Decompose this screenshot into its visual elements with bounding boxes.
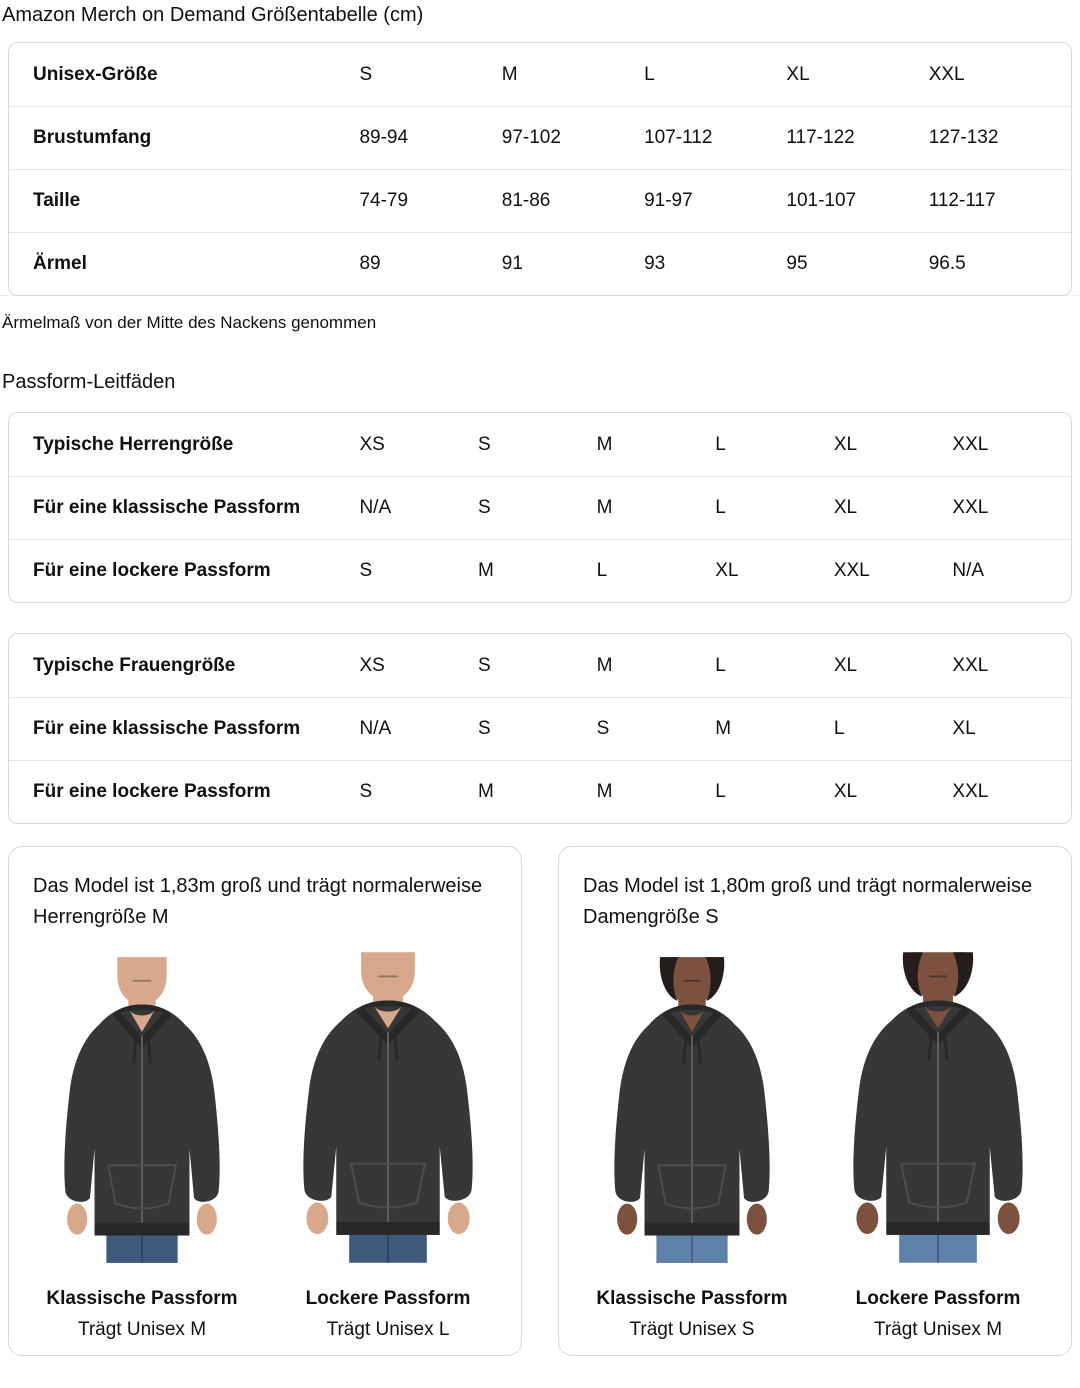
- size-cell: L: [715, 654, 726, 676]
- model-photos: [583, 945, 1047, 1341]
- size-cell: XXL: [952, 497, 989, 518]
- model-figure-loose-male: [279, 945, 497, 1341]
- size-cell: L: [715, 781, 726, 802]
- table-row: [9, 232, 1071, 295]
- worn-size-label: Trägt Unisex M: [77, 1319, 207, 1340]
- row-label: Für eine klassische Passform: [33, 718, 301, 739]
- size-cell: XL: [833, 433, 858, 455]
- measure-cell: 97-102: [501, 127, 561, 148]
- size-cell: N/A: [359, 497, 392, 518]
- measure-cell: 95: [786, 253, 808, 274]
- row-label: Für eine lockere Passform: [33, 560, 271, 581]
- measure-cell: 89: [359, 253, 381, 274]
- row-label: Unisex-Größe: [33, 63, 158, 85]
- size-cell: XXL: [833, 560, 870, 581]
- womens-model-card: [558, 846, 1072, 1356]
- page-title: Amazon Merch on Demand Größentabelle (cm): [2, 4, 424, 26]
- size-cell: XL: [715, 560, 739, 581]
- size-cell: M: [478, 781, 494, 802]
- divider: [0, 295, 1080, 296]
- table-row: [9, 169, 1071, 232]
- model-caption: [46, 1275, 237, 1341]
- size-cell: S: [596, 718, 610, 739]
- size-cell: M: [596, 781, 613, 802]
- size-cell: M: [501, 63, 518, 85]
- size-cell: S: [478, 718, 491, 739]
- measure-cell: 89-94: [359, 127, 409, 148]
- size-cell: XXL: [952, 654, 989, 676]
- measure-cell: 117-122: [786, 127, 855, 148]
- model-description: Das Model ist 1,83m groß und trägt normalerweise Herrengröße M: [33, 875, 483, 928]
- fit-guides-heading: Passform-Leitfäden: [2, 371, 176, 393]
- measure-cell: 91-97: [644, 190, 693, 211]
- row-label: Taille: [33, 190, 81, 211]
- fit-type-label: Lockere Passform: [855, 1288, 1021, 1309]
- model-photo-classic-male: [37, 945, 247, 1275]
- measure-cell: 93: [644, 253, 666, 274]
- size-cell: S: [359, 781, 373, 802]
- model-photos: [33, 945, 497, 1341]
- model-figure-classic-female: [583, 945, 801, 1341]
- model-description: Das Model ist 1,80m groß und trägt normalerweise Damengröße S: [583, 875, 1033, 928]
- fit-type-label: Lockere Passform: [305, 1288, 471, 1309]
- size-cell: XXL: [952, 433, 989, 455]
- size-cell: XXL: [928, 63, 965, 85]
- fit-type-label: Klassische Passform: [46, 1288, 238, 1309]
- size-cell: M: [478, 560, 494, 581]
- measure-cell: 96.5: [928, 253, 966, 274]
- worn-size-label: Trägt Unisex L: [326, 1319, 450, 1340]
- size-cell: XL: [833, 781, 858, 802]
- table-row: [9, 760, 1071, 823]
- model-caption: [596, 1275, 787, 1341]
- row-label: Brustumfang: [33, 127, 152, 148]
- row-label: Für eine klassische Passform: [33, 497, 301, 518]
- worn-size-label: Trägt Unisex M: [873, 1319, 1003, 1340]
- size-cell: M: [715, 718, 732, 739]
- size-cell: XL: [833, 497, 858, 518]
- size-cell: XL: [786, 63, 810, 85]
- measure-cell: 127-132: [928, 127, 999, 148]
- measure-cell: 107-112: [644, 127, 713, 148]
- size-cell: M: [596, 654, 613, 676]
- measure-cell: 74-79: [359, 190, 409, 211]
- row-label: Ärmel: [33, 253, 87, 274]
- size-cell: N/A: [359, 718, 392, 739]
- table-row: [9, 476, 1071, 539]
- table-row: [9, 413, 1071, 476]
- size-cell: M: [596, 497, 613, 518]
- measure-cell: 101-107: [786, 190, 857, 211]
- measure-cell: 112-117: [928, 190, 996, 211]
- size-cell: S: [478, 497, 491, 518]
- size-cell: N/A: [952, 560, 985, 581]
- model-caption: [856, 1275, 1021, 1341]
- sleeve-measure-note: Ärmelmaß von der Mitte des Nackens genommen: [2, 313, 377, 332]
- womens-fit-table: [8, 633, 1072, 824]
- size-cell: XXL: [952, 781, 989, 802]
- size-cell: L: [596, 560, 608, 581]
- size-cell: L: [833, 718, 845, 739]
- size-cell: L: [715, 497, 726, 518]
- size-cell: S: [359, 63, 373, 85]
- fit-type-label: Klassische Passform: [596, 1288, 788, 1309]
- measure-cell: 81-86: [501, 190, 551, 211]
- size-cell: XS: [359, 654, 385, 676]
- worn-size-label: Trägt Unisex S: [629, 1319, 755, 1340]
- table-row: [9, 106, 1071, 169]
- measure-cell: 91: [501, 253, 523, 274]
- table-row: [9, 43, 1071, 106]
- row-label: Für eine lockere Passform: [33, 781, 271, 802]
- model-caption: [306, 1275, 471, 1341]
- mens-fit-table: [8, 412, 1072, 603]
- size-cell: XL: [833, 654, 858, 676]
- model-figure-loose-female: [829, 945, 1047, 1341]
- unisex-size-table: [8, 42, 1072, 296]
- model-photo-loose-male: [274, 940, 503, 1275]
- size-cell: S: [359, 560, 373, 581]
- size-cell: S: [478, 433, 491, 455]
- model-figure-classic-male: [33, 945, 251, 1341]
- mens-model-card: [8, 846, 522, 1356]
- row-label: Typische Frauengröße: [33, 654, 236, 676]
- model-photo-classic-female: [587, 945, 797, 1275]
- size-cell: L: [644, 63, 655, 85]
- table-row: [9, 539, 1071, 602]
- table-row: [9, 697, 1071, 760]
- table-row: [9, 634, 1071, 697]
- model-cards: [8, 846, 1072, 1356]
- size-cell: L: [715, 433, 726, 455]
- size-cell: S: [478, 654, 491, 676]
- size-cell: M: [596, 433, 613, 455]
- size-cell: XS: [359, 433, 385, 455]
- row-label: Typische Herrengröße: [33, 433, 234, 455]
- size-cell: XL: [952, 718, 976, 739]
- model-photo-loose-female: [824, 940, 1053, 1275]
